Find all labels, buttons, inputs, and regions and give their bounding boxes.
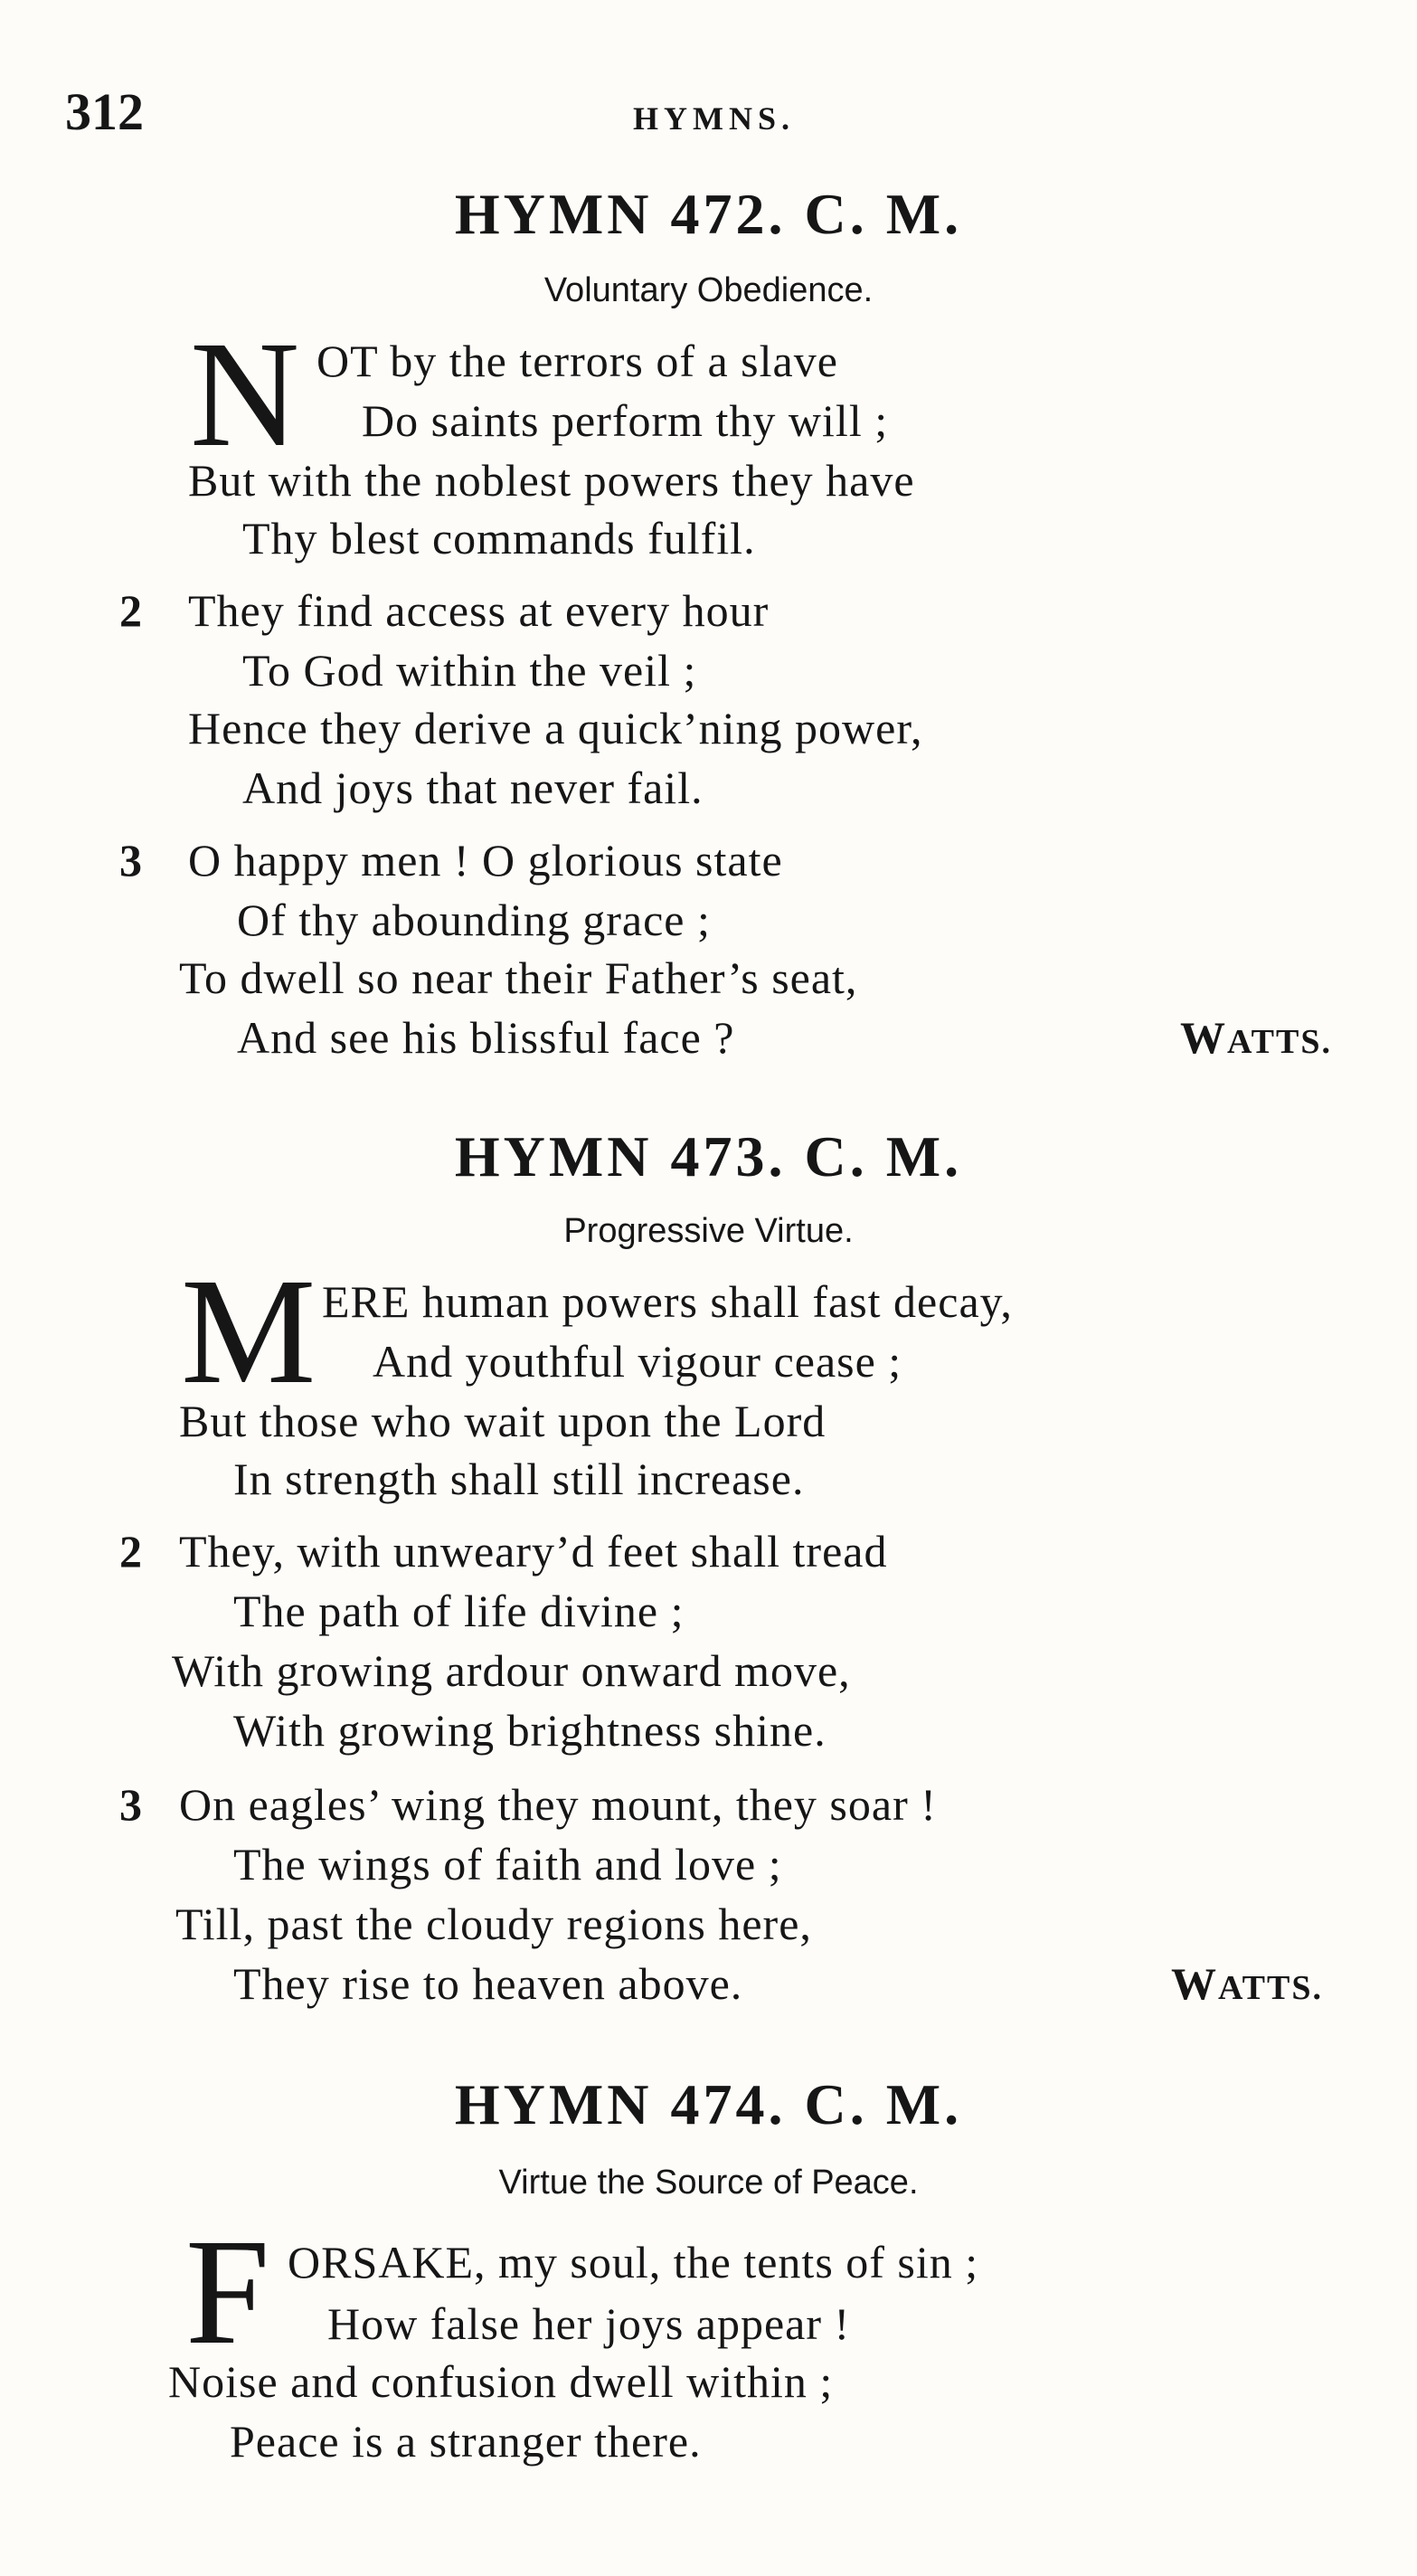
verse-line: Thy blest commands fulfil.: [242, 513, 756, 564]
verse-line: With growing brightness shine.: [233, 1705, 827, 1756]
verse-line: Till, past the cloudy regions here,: [175, 1899, 812, 1949]
verse-line: O happy men ! O glorious state: [188, 835, 783, 886]
hymn-title: HYMN 473. C. M.: [454, 1124, 963, 1189]
verse-line: The path of life divine ;: [233, 1586, 685, 1636]
verse-line: And see his blissful face ?: [237, 1012, 735, 1063]
hymn-subtitle: Voluntary Obedience.: [543, 271, 874, 309]
verse-line: Peace is a stranger there.: [230, 2416, 702, 2467]
verse-line: And youthful vigour cease ;: [373, 1336, 902, 1387]
verse-line: To dwell so near their Father’s seat,: [179, 952, 858, 1003]
verse-line: And joys that never fail.: [242, 762, 704, 813]
verse-line: In strength shall still increase.: [233, 1454, 805, 1504]
page-number: 312: [65, 82, 144, 141]
stanza-number: 3: [119, 835, 142, 886]
verse-line: Of thy abounding grace ;: [237, 895, 711, 945]
stanza-number: 3: [119, 1779, 142, 1830]
hymn-title: HYMN 474. C. M.: [454, 2072, 963, 2136]
stanza-number: 2: [119, 1526, 142, 1577]
running-head: HYMNS.: [633, 100, 795, 137]
drop-cap: F: [185, 2208, 270, 2376]
hymn-subtitle: Virtue the Source of Peace.: [498, 2164, 919, 2202]
hymn-title: HYMN 472. C. M.: [454, 182, 963, 246]
verse-line: To God within the veil ;: [242, 645, 697, 696]
verse-line: The wings of faith and love ;: [233, 1839, 782, 1889]
verse-line: Noise and confusion dwell within ;: [168, 2356, 834, 2407]
verse-line: But those who wait upon the Lord: [179, 1396, 827, 1446]
stanza-number: 2: [119, 585, 142, 636]
drop-cap: N: [190, 310, 300, 478]
verse-line: They find access at every hour: [188, 585, 770, 636]
verse-line: How false her joys appear !: [327, 2298, 851, 2349]
verse-line: ORSAKE, my soul, the tents of sin ;: [288, 2237, 979, 2287]
verse-line: ERE human powers shall fast decay,: [322, 1276, 1013, 1327]
hymn-subtitle: Progressive Virtue.: [563, 1212, 854, 1250]
verse-line: Hence they derive a quick’ning power,: [188, 703, 923, 753]
drop-cap: M: [181, 1247, 316, 1416]
verse-line: They rise to heaven above.: [233, 1958, 743, 2009]
verse-line: OT by the terrors of a slave: [316, 336, 838, 386]
verse-line: On eagles’ wing they mount, they soar !: [179, 1779, 937, 1830]
verse-line: With growing ardour onward move,: [172, 1645, 851, 1696]
verse-line: But with the noblest powers they have: [188, 455, 915, 506]
verse-line: Do saints perform thy will ;: [362, 395, 889, 446]
author-credit: WATTS.: [1180, 1012, 1332, 1063]
verse-line: They, with unweary’d feet shall tread: [179, 1526, 888, 1577]
author-credit: WATTS.: [1171, 1958, 1323, 2009]
